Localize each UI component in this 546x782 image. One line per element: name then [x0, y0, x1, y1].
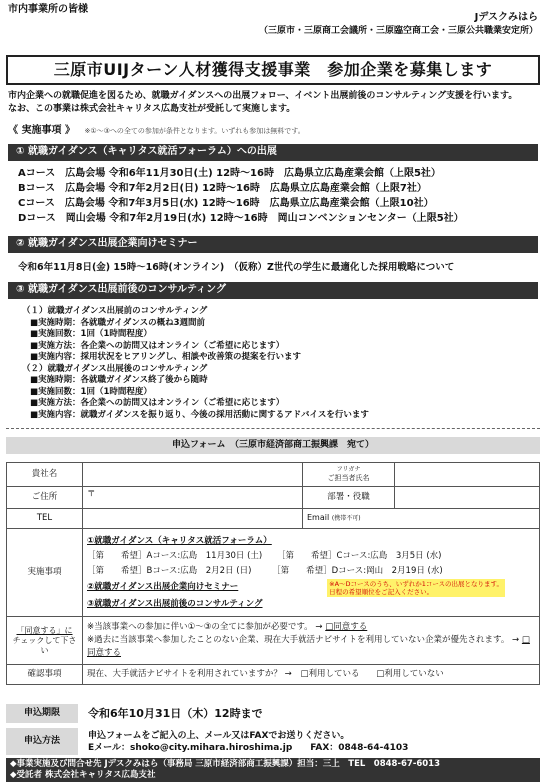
course-b: Bコース 広島会場 令和7年2月2日(日) 12時～16時 広島県立広島産業会館（上限7社） — [18, 183, 427, 194]
contact-label-cell — [303, 463, 395, 487]
company-label: 貴社名 — [7, 463, 83, 487]
agree-label-line-1: 「同意する」に — [16, 625, 73, 635]
pick-b[interactable]: ［第 希望］Bコース:広島 2月2日 (日) — [87, 565, 252, 576]
audience-label: 市内事業所の皆様 — [8, 4, 88, 15]
section1-title: ① 就職ガイダンス（キャリタス就活フォーラム）への出展 — [8, 144, 538, 161]
method-line-1: 申込フォームをご記入の上、メール又はFAXでお送りください。 — [88, 730, 350, 741]
items-label: 実施事項 — [7, 529, 83, 617]
address-label: ご住所 — [7, 487, 83, 509]
seminar-line: 令和6年11月8日(金) 15時～16時(オンライン) （仮称）Z世代の学生に最適化した採用戦略について — [18, 262, 455, 273]
method-row — [6, 728, 540, 755]
footer-contact: ◆事業実施及び問合せ先 Jデスクみはら（事務局 三原市経済部商工振興課）担当：三上 TEL 0848-67-6013 — [10, 759, 441, 769]
deadline-value: 令和6年10月31日（木）12時まで — [88, 706, 263, 720]
course-note-line-2: 日程の希望順位をご記入ください。 — [329, 587, 434, 596]
pick-d[interactable]: ［第 希望］Dコース:岡山 2月19日 (水) — [272, 565, 443, 576]
agree-text-2: ※過去に当該事業へ参加したことのない企業、現在大手就活ナビサイトを利用していない企業が優先されます。 → — [87, 635, 520, 645]
item3-consult: ③就職ガイダンス出展前後のコンサルティング — [87, 598, 263, 609]
use-yes-checkbox[interactable]: □利用している — [300, 669, 360, 680]
item2-seminar: ②就職ガイダンス出展企業向けセミナー — [87, 582, 239, 592]
notes-sub: ※①～③への全ての参加が条件となります。いずれも参加は無料です。 — [84, 127, 305, 135]
tel-input[interactable] — [83, 509, 303, 529]
email-label: Email — [307, 513, 330, 523]
pick-c[interactable]: ［第 希望］Cコース:広島 3月5日 (水) — [276, 550, 442, 561]
notes-heading — [8, 125, 305, 138]
method-line-2: Eメール：shoko@city.mihara.hiroshima.jp FAX：0848-64-4103 — [88, 742, 409, 753]
confirm-label: 確認事項 — [7, 665, 83, 685]
notes-heading-label: 《 実施事項 》 — [8, 125, 75, 136]
email-note: (携帯不可) — [331, 515, 361, 523]
tel-label: TEL — [7, 509, 83, 529]
dept-label: 部署・役職 — [303, 487, 395, 509]
furigana-label: フリガナ — [336, 466, 361, 474]
consult-pre-content: ■実施内容：採用状況をヒアリングし、相談や改善策の提案を行います — [30, 352, 302, 362]
sender-name: Jデスクみはら — [474, 12, 538, 23]
cut-line — [6, 428, 540, 429]
form-title: 申込フォーム （三原市経済部商工振興課 宛て） — [6, 437, 540, 454]
item1-guidance: ①就職ガイダンス（キャリタス就活フォーラム） — [87, 535, 272, 546]
page-title: 三原市UIJターン人材獲得支援事業 参加企業を募集します — [6, 55, 540, 85]
application-form — [6, 462, 540, 685]
contact-label: ご担当者氏名 — [327, 473, 370, 482]
consult-pre-timing: ■実施時期：各就職ガイダンスの概ね3週間前 — [30, 317, 206, 328]
consult-post-content: ■実施内容：就職ガイダンスを振り返り、今後の採用活動に関するアドバイスを行います — [30, 409, 369, 420]
footer — [6, 758, 540, 782]
intro-line-1: 市内企業への就職促進を図るため、就職ガイダンスへの出展フォロー、イベント出展前後のコンサルティング支援を行います。 — [8, 91, 518, 101]
pick-a[interactable]: ［第 希望］Aコース:広島 11月30日 (土) — [87, 550, 263, 561]
pick-row-2 — [87, 564, 535, 579]
item2-row — [87, 579, 535, 597]
consult-details — [22, 306, 369, 421]
method-label: 申込方法 — [6, 728, 78, 755]
consult-post-heading: （２）就職ガイダンス出展後のコンサルティング — [22, 363, 208, 374]
dept-input[interactable] — [395, 487, 540, 509]
email-cell[interactable] — [303, 509, 540, 529]
course-a: Aコース 広島会場 令和6年11月30日(土) 12時～16時 広島県立広島産業会館（上限5社） — [18, 168, 441, 179]
consult-pre-heading: （１）就職ガイダンス出展前のコンサルティング — [22, 306, 208, 316]
intro-line-2: なお、この事業は株式会社キャリタス広島支社が受託して実施します。 — [8, 104, 296, 114]
sender-orgs: （三原市・三原商工会議所・三原臨空商工会・三原公共職業安定所） — [258, 26, 538, 36]
postal-mark: 〒 — [87, 489, 96, 499]
agree-row-1 — [87, 621, 535, 634]
consult-post-timing: ■実施時期：各就職ガイダンス終了後から随時 — [30, 375, 208, 385]
consult-post-method: ■実施方法：各企業への訪問又はオンライン（ご希望に応じます） — [30, 398, 285, 408]
confirm-text: 現在、大手就活ナビサイトを利用されていますか？ → — [87, 669, 292, 680]
agree-cell — [83, 617, 540, 665]
contact-input[interactable] — [395, 463, 540, 487]
agree-checkbox-2[interactable]: □同意する — [87, 635, 530, 658]
deadline-row — [6, 704, 540, 723]
consult-pre-method: ■実施方法：各企業への訪問又はオンライン（ご希望に応じます） — [30, 340, 285, 351]
company-input[interactable] — [83, 463, 303, 487]
intro-text — [8, 90, 538, 116]
consult-post-count: ■実施回数：1回（1時間程度） — [30, 386, 152, 397]
agree-checkbox-1[interactable]: □同意する — [325, 622, 368, 632]
course-note — [327, 579, 505, 597]
section3-title: ③ 就職ガイダンス出展前後のコンサルティング — [8, 282, 538, 299]
agree-row-2 — [87, 634, 535, 660]
course-note-line-1: ※A～Dコースのうち、いずれか1コースの出展となります。 — [329, 579, 503, 588]
agree-label-line-2: チェックして下さい — [12, 635, 77, 655]
agree-label — [7, 617, 83, 665]
address-input[interactable] — [83, 487, 303, 509]
items-cell — [83, 529, 540, 617]
section2-title: ② 就職ガイダンス出展企業向けセミナー — [8, 236, 538, 253]
agree-text-1: ※当該事業への参加に伴い①～③の全てに参加が必要です。 → — [87, 622, 323, 632]
confirm-cell — [83, 665, 540, 685]
footer-contractor: ◆受託者 株式会社キャリタス広島支社 — [10, 770, 156, 780]
method-value — [78, 730, 408, 754]
course-d: Dコース 岡山会場 令和7年2月19日(水) 12時～16時 岡山コンベンションセンター（上限5社） — [18, 213, 464, 224]
deadline-label: 申込期限 — [6, 704, 78, 723]
pick-row-1 — [87, 549, 535, 564]
consult-pre-count: ■実施回数：1回（1時間程度） — [30, 329, 152, 339]
course-c: Cコース 広島会場 令和7年3月5日(水) 12時～16時 広島県立広島産業会館（上限10社） — [18, 198, 434, 209]
use-no-checkbox[interactable]: □利用していない — [376, 669, 444, 680]
